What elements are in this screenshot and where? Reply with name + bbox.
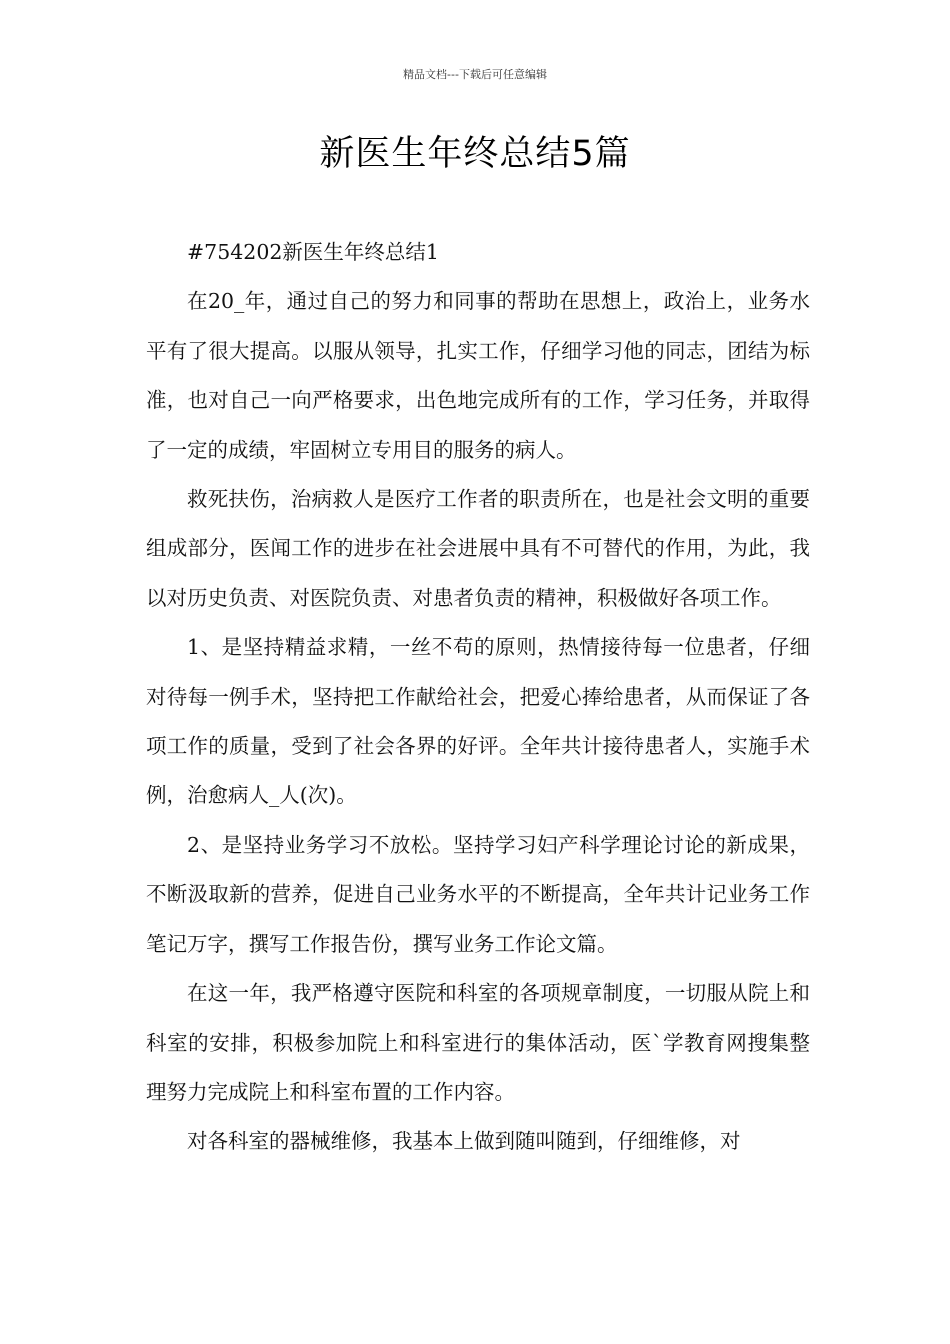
paragraph: 救死扶伤，治病救人是医疗工作者的职责所在，也是社会文明的重要组成部分，医闻工作的进步在社会进展中具有不可替代的作用，为此，我以对历史负责、对医院负责、对患者负责的精神，积极做好各项工作。: [146, 487, 810, 610]
paragraph: 在这一年，我严格遵守医院和科室的各项规章制度，一切服从院上和科室的安排，积极参加院上和科室进行的集体活动，医`学教育网搜集整理努力完成院上和科室布置的工作内容。: [146, 981, 810, 1104]
document-body: [146, 228, 810, 1167]
section-heading: #754202新医生年终总结1: [187, 240, 439, 264]
page-header-note: 精品文档---下载后可任意编辑: [403, 68, 547, 81]
document-title: 新医生年终总结5篇: [319, 134, 631, 174]
paragraph: 在20_年，通过自己的努力和同事的帮助在思想上，政治上，业务水平有了很大提高。以服从领导，扎实工作，仔细学习他的同志，团结为标准，也对自己一向严格要求，出色地完成所有的工作，学习任务，并取得了一定的成绩，牢固树立专用目的服务的病人。: [146, 289, 810, 462]
paragraph: 2、是坚持业务学习不放松。坚持学习妇产科学理论讨论的新成果，不断汲取新的营养，促进自己业务水平的不断提高，全年共计记业务工作笔记万字，撰写工作报告份，撰写业务工作论文篇。: [146, 832, 810, 956]
paragraph: 对各科室的器械维修，我基本上做到随叫随到，仔细维修，对: [187, 1129, 741, 1154]
paragraph: 1、是坚持精益求精，一丝不苟的原则，热情接待每一位患者，仔细对待每一例手术，坚持把工作献给社会，把爱心捧给患者，从而保证了各项工作的质量，受到了社会各界的好评。全年共计接待患者人，实施手术例，治愈病人_人(次)。: [146, 635, 810, 808]
